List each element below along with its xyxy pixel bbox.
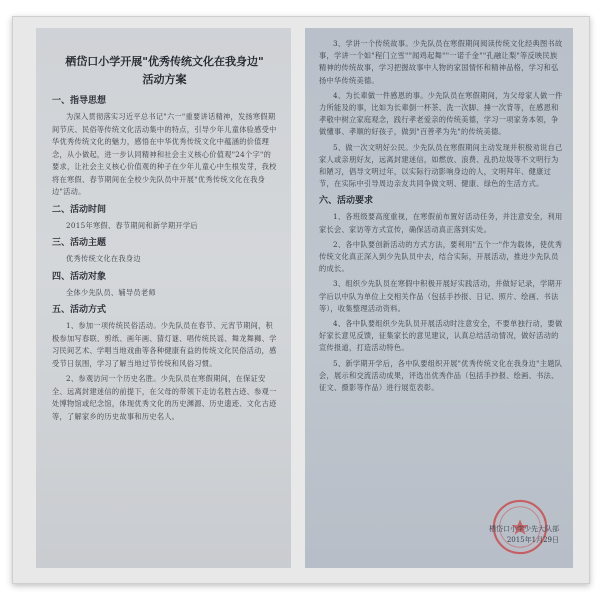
- activity-paragraph: 4、为长辈做一件感恩的事。少先队员在寒假期间，为父母家人做一件力所能及的事，比如为长辈倒一杯茶、洗一次脚、捶一次背等，在感恩和孝敬中树立家庭观念，践行孝老爱亲的传统美德，学习一项家务本领，争做懂事、孝顺的好孩子，做到"百善孝为先"的传统美德。: [319, 90, 563, 137]
- document-subtitle: 活动方案: [142, 73, 187, 86]
- section-heading: 一、指导思想: [52, 96, 107, 106]
- section-heading: 二、活动时间: [52, 204, 107, 215]
- section-paragraph: 全体少先队员、辅导员老师: [66, 287, 156, 297]
- document-page-right: [305, 28, 573, 568]
- requirement-paragraph: 1、各班级要高度重视，在寒假前布置好活动任务，并注意安全，利用家长会、家访等方式宣传，确保活动真正落到实处。: [319, 212, 563, 234]
- signature-block: [429, 524, 559, 546]
- activity-paragraph: 3、学讲一个传统故事。少先队员在寒假期间阅读传统文化经典图书故事，学讲一个如"程门立雪""闻鸡起舞""一诺千金""孔融让梨"等反映民族精神的传统故事，学习把握故事中人物的家国情怀和精神品格，学习和弘扬中华传统美德。: [319, 39, 563, 85]
- section-paragraph: 1、参加一项传统民俗活动。少先队员在春节、元宵节期间，积极参加写春联、剪纸、画年画、猜灯谜、唱传统民谣、舞龙舞狮、学习民间艺术、学唱当地戏曲等各种健康有益的传统文化民俗活动，感受节日氛围，学习了解当地过节传统和风俗习惯。: [52, 321, 277, 368]
- section-heading: 三、活动主题: [52, 238, 107, 248]
- section-heading: 六、活动要求: [319, 196, 374, 207]
- requirement-paragraph: 3、组织少先队员在寒假中积极开展好实践活动，并做好记录，学期开学后以中队为单位上交相关作品（包括手抄报、日记、照片、绘画、书法等），收集整理活动资料。: [319, 279, 563, 313]
- activity-paragraph: 5、做一次文明好公民。少先队员在寒假期间主动发现并积极劝说自己家人或亲朋好友，远离封建迷信，如燃放、浪费、乱扔垃圾等不文明行为和陋习，倡导文明过年，以实际行动影响身边的人，文明拜年、健康过节，在实际中引导周边亲友共同争做文明、健康、绿色的生活方式。: [319, 142, 563, 189]
- section-paragraph: 优秀传统文化在我身边: [66, 254, 141, 263]
- section-paragraph: 2015年寒假、春节期间和新学期开学后: [66, 220, 198, 230]
- signature-date: 2015年1月29日: [506, 536, 559, 544]
- section-heading: 五、活动方式: [52, 305, 107, 315]
- requirement-paragraph: 5、新学期开学后，各中队要组织开展"优秀传统文化在我身边"主题队会，展示和交流活动成果，评选出优秀作品（包括手抄报、绘画、书法、征文、摄影等作品）进行展览表彰。: [319, 358, 563, 393]
- section-paragraph: 2、参观访问一个历史名胜。少先队员在寒假期间，在保证安全、远离封建迷信的前提下，在父母的带领下走访名胜古迹、参观一处博物馆或纪念馆，体现优秀文化的历史渊源、历史遗迹、文化古迹等，了解家乡的历史故事和历史名人。: [52, 374, 277, 421]
- requirement-paragraph: 4、各中队要组织少先队员开展活动时注意安全，不要单独行动，要做好家长意见反馈，征集家长的意见建议，认真总结活动情况，做好活动的宣传报道，打造活动特色。: [319, 319, 563, 353]
- section-heading: 四、活动对象: [52, 271, 107, 282]
- section-paragraph: 为深入贯彻落实习近平总书记"六一"重要讲话精神，发扬寒假期间节庆、民俗等传统文化活动集中的特点，引导少年儿童体验感受中华优秀传统文化的魅力，感悟在中华优秀传统文化中蕴涵的价值理念，从小做起，进一步认同精神和社会主义核心价值观"24个字"的要求，让社会主义核心价值观的种子在少年儿童心中生根发芽，我校将在寒假、春节期间在全校少先队员中开展"优秀传统文化在我身边"活动。: [52, 112, 277, 196]
- requirement-paragraph: 2、各中队要创新活动的方式方法，要利用"五个一"作为载体，使优秀传统文化真正深入到少先队员中去，结合实际，开展活动，推进少先队员的成长。: [319, 239, 563, 274]
- document-title: 栖岱口小学开展"优秀传统文化在我身边": [65, 55, 264, 68]
- document-page-left: [36, 28, 291, 568]
- signature-org: 栖岱口小学少先大队部: [489, 525, 559, 533]
